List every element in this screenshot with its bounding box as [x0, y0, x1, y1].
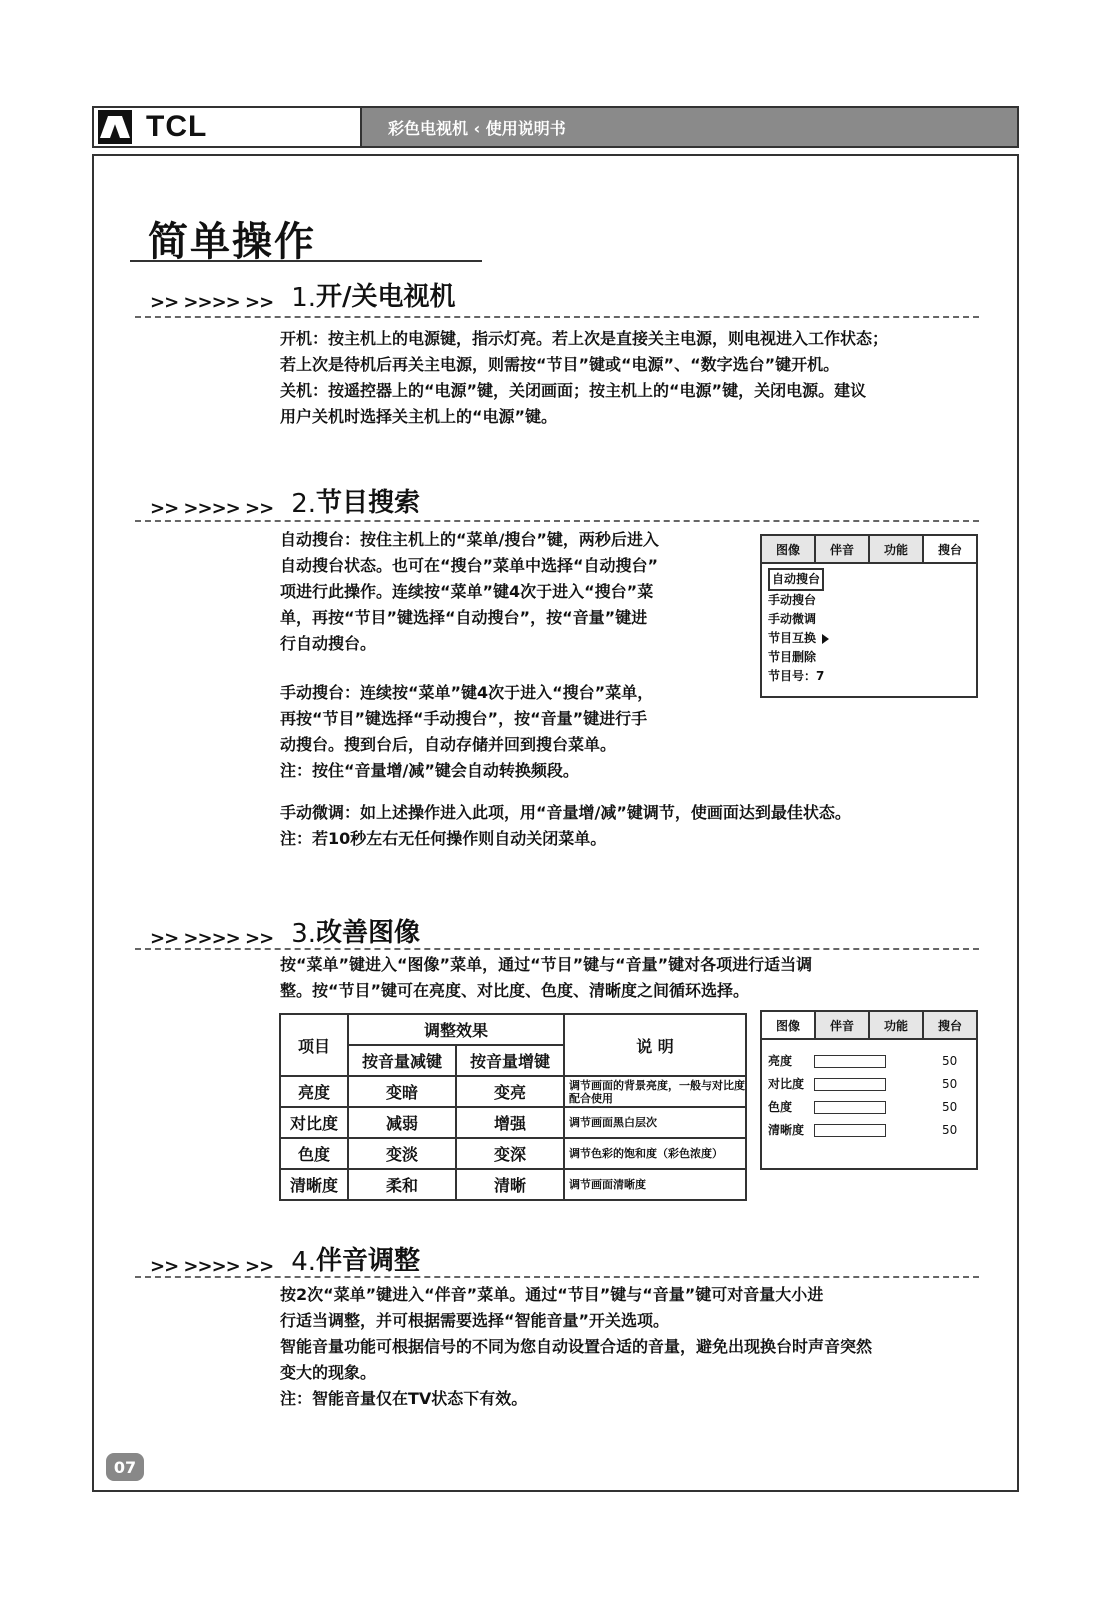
section-number: 3. [291, 919, 317, 949]
section-body-power [280, 326, 888, 430]
text-line: 关机：按遥控器上的“电源”键，关闭画面；按主机上的“电源”键，关闭电源。建议 [280, 381, 867, 400]
table-cell: 变淡 [348, 1138, 456, 1169]
section-arrows: >> >>>> >> [150, 292, 274, 313]
section-title: 开/关电视机 [316, 282, 456, 312]
table-row [280, 1138, 746, 1169]
setting-value: 50 [942, 1077, 958, 1091]
manual-search-text [280, 680, 740, 784]
picture-menu-illustration [760, 1010, 978, 1170]
text-line: 若上次是待机后再关主电源，则需按“节目”键或“电源”、“数字选台”键开机。 [280, 355, 840, 374]
setting-row-sharpness [768, 1119, 970, 1142]
picture-settings [762, 1040, 976, 1146]
picture-adjust-table [279, 1013, 747, 1201]
text-line: 注：若10秒左右无任何操作则自动关闭菜单。 [280, 829, 607, 848]
section-body-sound [280, 1282, 872, 1412]
menu-items [762, 564, 976, 690]
page-header [92, 106, 1019, 148]
text-line: 按“菜单”键进入“图像”菜单，通过“节目”键与“音量”键对各项进行适当调 [280, 955, 813, 974]
menu-tab-search: 搜台 [924, 1012, 976, 1038]
table-cell: 清晰 [456, 1169, 564, 1200]
menu-item-program-swap: 节目互换 [768, 631, 817, 645]
setting-bar [814, 1124, 886, 1137]
page-title: 简单操作 [148, 219, 316, 265]
section-title: 改善图像 [316, 918, 421, 948]
section-number: 2. [291, 489, 317, 519]
text-line: 行自动搜台。 [280, 634, 377, 653]
section-title: 节目搜索 [316, 488, 421, 518]
setting-row-brightness [768, 1050, 970, 1073]
setting-row-contrast [768, 1073, 970, 1096]
menu-tab-function: 功能 [870, 536, 924, 562]
setting-label: 色度 [768, 1100, 793, 1114]
table-cell: 减弱 [348, 1107, 456, 1138]
section-divider [135, 948, 979, 950]
menu-tab-picture: 图像 [762, 536, 816, 562]
menu-item-swap-row [768, 629, 970, 648]
setting-label: 对比度 [768, 1077, 805, 1091]
section-arrows: >> >>>> >> [150, 1256, 274, 1277]
table-cell: 亮度 [280, 1076, 348, 1107]
setting-label: 清晰度 [768, 1123, 805, 1137]
text-line: 开机：按主机上的电源键，指示灯亮。若上次是直接关主电源，则电视进入工作状态； [280, 329, 889, 348]
table-cell: 增强 [456, 1107, 564, 1138]
auto-search-text [280, 527, 740, 657]
section-heading-sound [150, 1240, 420, 1277]
text-line: 注：智能音量仅在TV状态下有效。 [280, 1389, 528, 1408]
title-divider [130, 260, 482, 262]
table-cell: 调节画面清晰度 [564, 1169, 746, 1200]
section-divider [135, 316, 979, 318]
table-header-item: 项目 [280, 1014, 348, 1076]
text-line: 变大的现象。 [280, 1363, 377, 1382]
menu-item-program-delete: 节目删除 [768, 650, 817, 664]
menu-item-fine-tune: 手动微调 [768, 612, 817, 626]
text-line: 手动搜台：连续按“菜单”键4次于进入“搜台”菜单， [280, 683, 654, 702]
text-line: 注：按住“音量增/减”键会自动转换频段。 [280, 761, 579, 780]
text-line: 再按“节目”键选择“手动搜台”，按“音量”键进行手 [280, 709, 648, 728]
section-number: 1. [291, 283, 317, 313]
text-line: 自动搜台：按住主机上的“菜单/搜台”键，两秒后进入 [280, 530, 659, 549]
table-cell: 清晰度 [280, 1169, 348, 1200]
menu-item-auto-search: 自动搜台 [768, 568, 824, 591]
menu-item-program-number: 节目号：7 [768, 669, 825, 683]
text-line: 按2次“菜单”键进入“伴音”菜单。通过“节目”键与“音量”键可对音量大小进 [280, 1285, 824, 1304]
section-heading-search [150, 482, 420, 519]
setting-value: 50 [942, 1054, 958, 1068]
setting-row-color [768, 1096, 970, 1119]
page-number: 07 [106, 1453, 144, 1481]
menu-tab-search: 搜台 [924, 536, 976, 562]
section-divider [135, 1276, 979, 1278]
menu-tab-picture: 图像 [762, 1012, 816, 1038]
table-cell: 调节色彩的饱和度（彩色浓度） [564, 1138, 746, 1169]
section-arrows: >> >>>> >> [150, 498, 274, 519]
text-line: 动搜台。搜到台后，自动存储并回到搜台菜单。 [280, 735, 617, 754]
section-divider [135, 520, 979, 522]
setting-value: 50 [942, 1100, 958, 1114]
table-cell: 色度 [280, 1138, 348, 1169]
arrow-right-icon [822, 634, 829, 644]
text-line: 用户关机时选择关主机上的“电源”键。 [280, 407, 558, 426]
section-arrows: >> >>>> >> [150, 928, 274, 949]
menu-tab-sound: 伴音 [816, 536, 870, 562]
table-cell: 调节画面黑白层次 [564, 1107, 746, 1138]
text-line: 自动搜台状态。也可在“搜台”菜单中选择“自动搜台” [280, 556, 659, 575]
search-menu-illustration [760, 534, 978, 698]
table-cell: 调节画面的背景亮度，一般与对比度配合使用 [564, 1076, 746, 1107]
table-cell: 对比度 [280, 1107, 348, 1138]
menu-tab-sound: 伴音 [816, 1012, 870, 1038]
text-line: 项进行此操作。连续按“菜单”键4次于进入“搜台”菜 [280, 582, 654, 601]
header-subtitle: 彩色电视机 ‹ 使用说明书 [362, 108, 1017, 146]
table-header-plus: 按音量增键 [456, 1045, 564, 1076]
text-line: 单，再按“节目”键选择“自动搜台”，按“音量”键进 [280, 608, 648, 627]
tcl-logo-icon [98, 110, 132, 144]
section-body-picture [280, 952, 812, 1004]
section-title: 伴音调整 [316, 1246, 421, 1276]
section-number: 4. [291, 1247, 317, 1277]
menu-tabs [762, 1012, 976, 1040]
setting-bar [814, 1078, 886, 1091]
table-header-effect: 调整效果 [348, 1014, 564, 1045]
brand-name: TCL [146, 110, 208, 143]
text-line: 手动微调：如上述操作进入此项，用“音量增/减”键调节，使画面达到最佳状态。 [280, 803, 851, 822]
table-row [280, 1169, 746, 1200]
fine-tune-text [280, 800, 851, 852]
table-header-minus: 按音量减键 [348, 1045, 456, 1076]
table-cell: 柔和 [348, 1169, 456, 1200]
section-heading-picture [150, 912, 420, 949]
menu-item-manual-search: 手动搜台 [768, 593, 817, 607]
menu-tabs [762, 536, 976, 564]
setting-bar [814, 1055, 886, 1068]
table-cell: 变深 [456, 1138, 564, 1169]
menu-tab-function: 功能 [870, 1012, 924, 1038]
brand-logo [94, 108, 362, 146]
text-line: 行适当调整，并可根据需要选择“智能音量”开关选项。 [280, 1311, 670, 1330]
setting-bar [814, 1101, 886, 1114]
text-line: 智能音量功能可根据信号的不同为您自动设置合适的音量，避免出现换台时声音突然 [280, 1337, 873, 1356]
table-cell: 变暗 [348, 1076, 456, 1107]
setting-label: 亮度 [768, 1054, 793, 1068]
section-heading-power [150, 276, 456, 313]
setting-value: 50 [942, 1123, 958, 1137]
table-header-desc: 说 明 [564, 1014, 746, 1076]
table-cell: 变亮 [456, 1076, 564, 1107]
table-row [280, 1076, 746, 1107]
table-row [280, 1107, 746, 1138]
text-line: 整。按“节目”键可在亮度、对比度、色度、清晰度之间循环选择。 [280, 981, 750, 1000]
